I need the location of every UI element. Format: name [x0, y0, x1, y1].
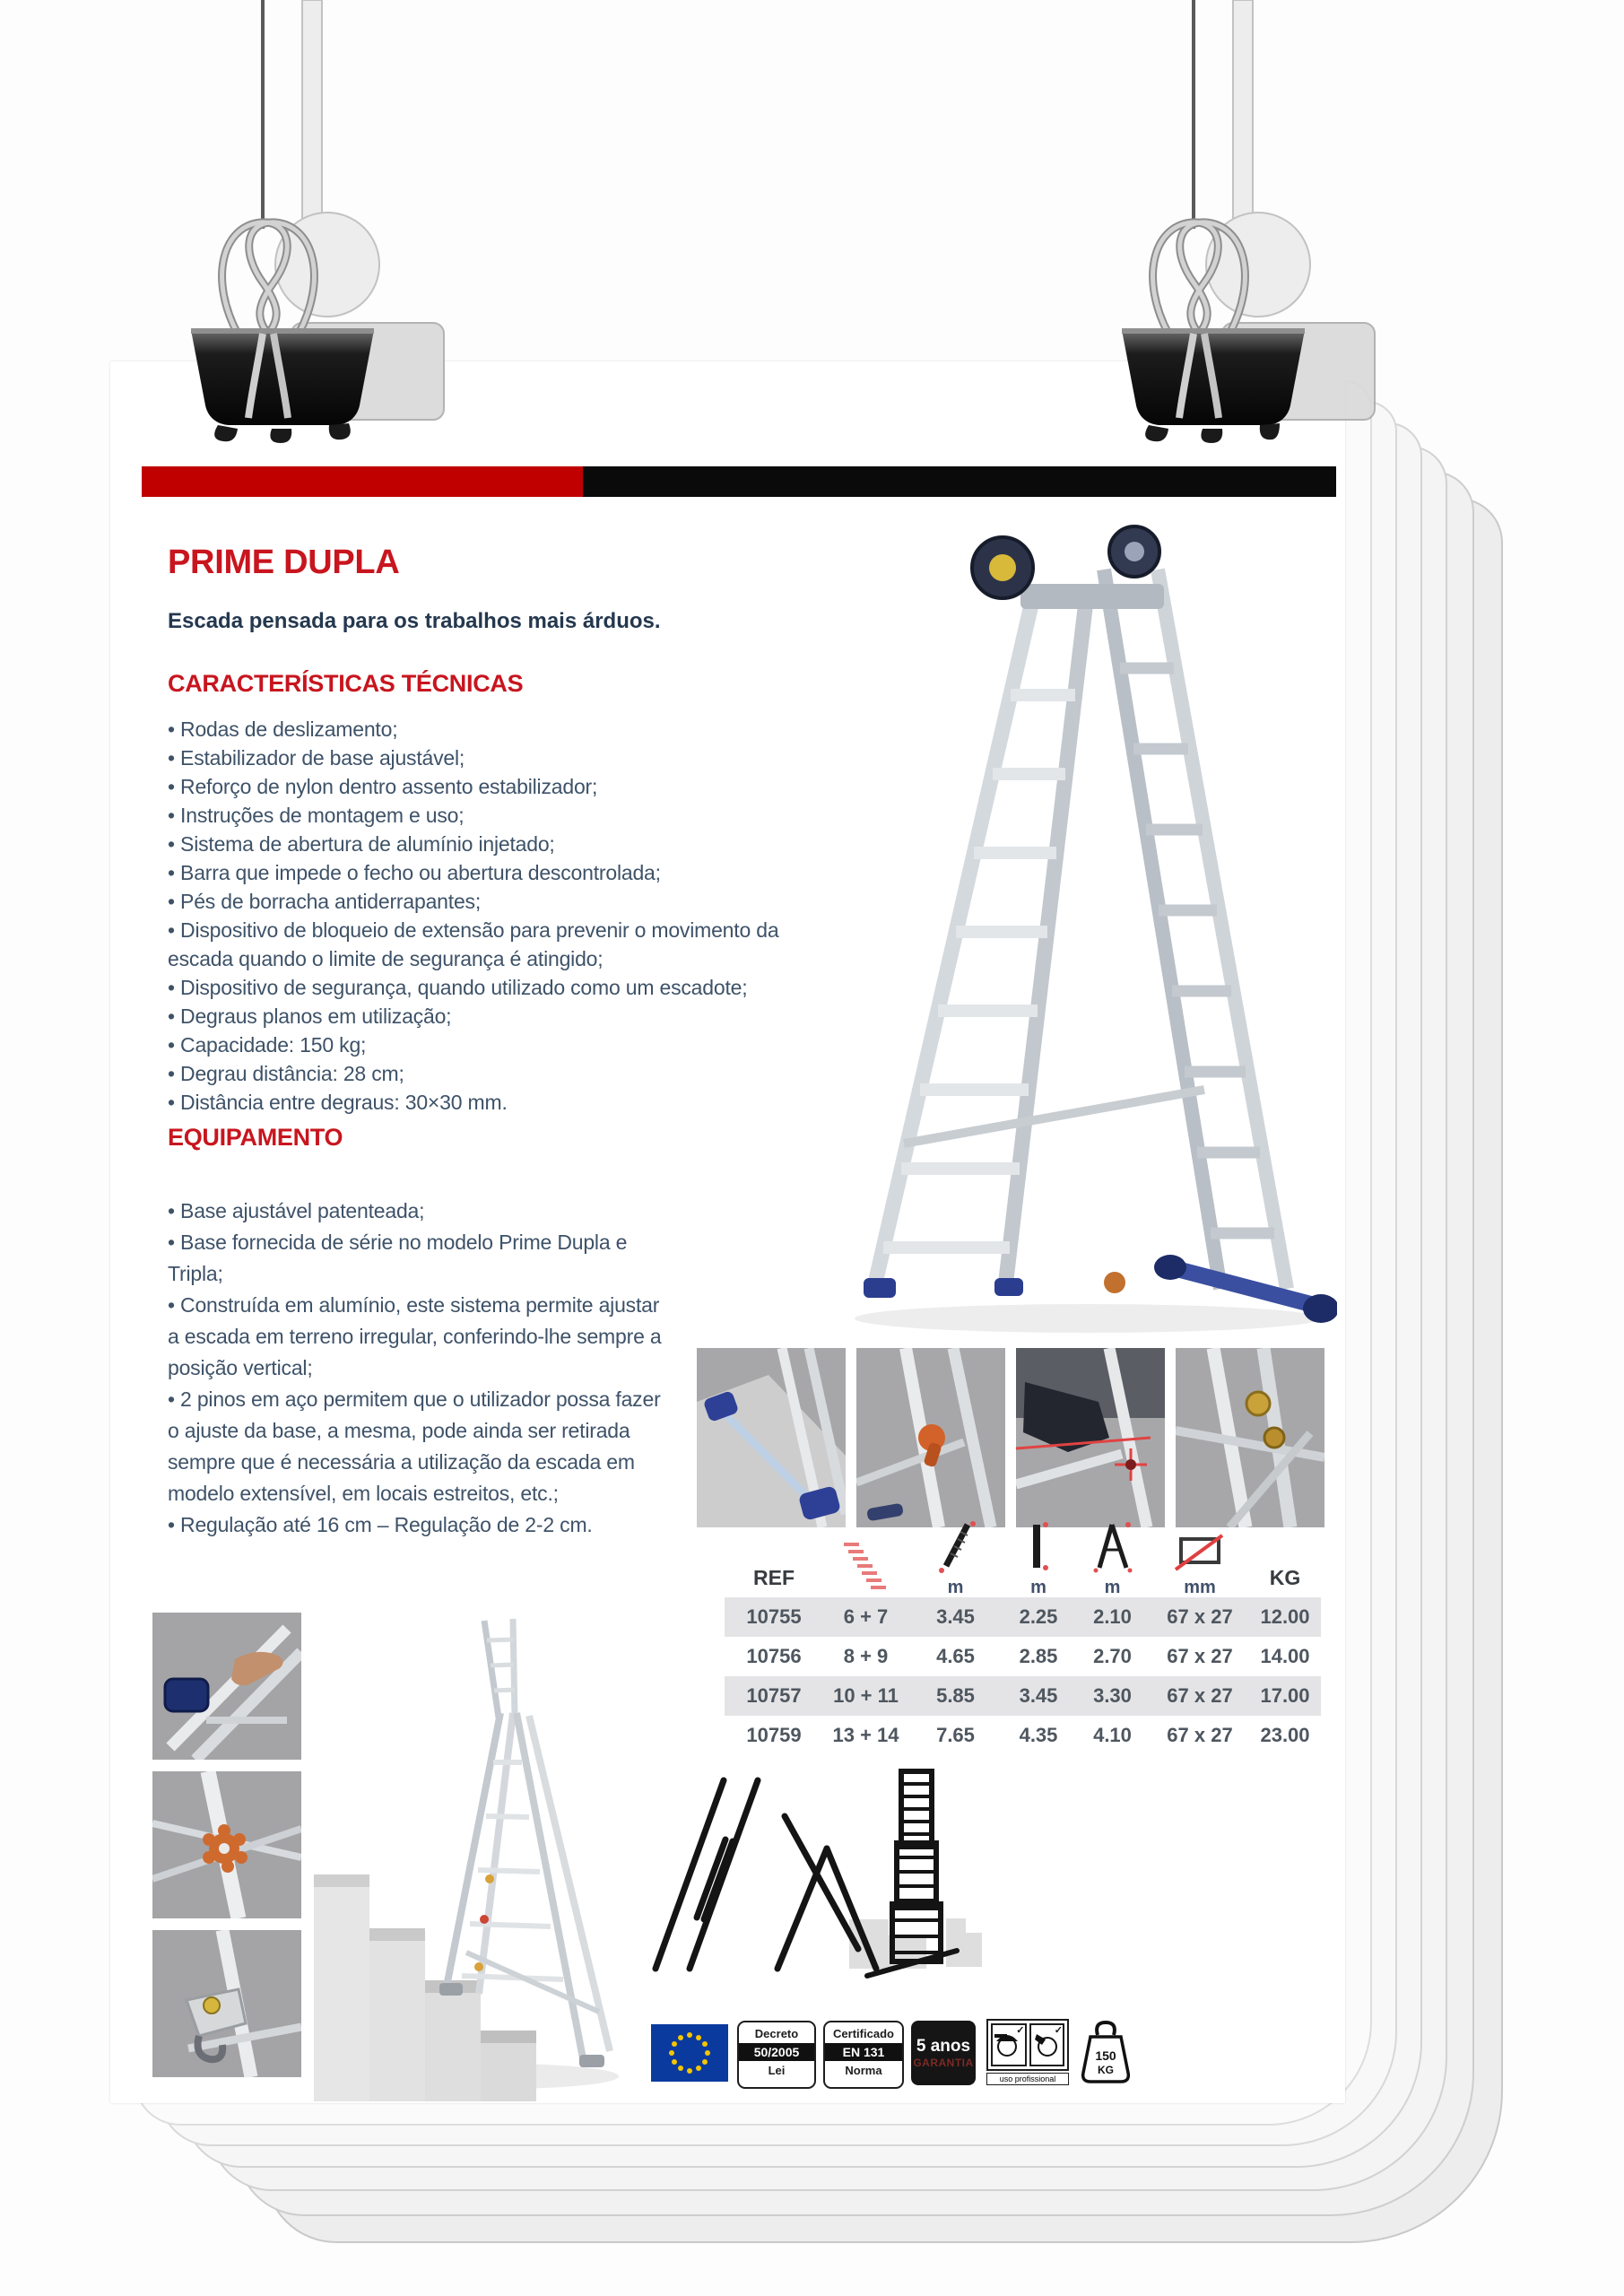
equip-bullet-list — [168, 1196, 675, 1541]
thumbnail-brass-knobs-joint — [1176, 1348, 1324, 1527]
tech-section-heading: CARACTERÍSTICAS TÉCNICAS — [168, 670, 524, 697]
table-row — [725, 1716, 1321, 1755]
thumbnail-blue-stabilizer-foot — [697, 1348, 846, 1527]
bullet-item: • Regulação até 16 cm – Regulação de 2-2 cm. — [168, 1509, 675, 1541]
aframe-ladder-icon — [1092, 1521, 1133, 1578]
cell-steps: 8 + 9 — [843, 1645, 889, 1667]
certificate-badge-top: Certificado — [833, 2027, 894, 2040]
bullet-item: • Degraus planos em utilização; — [168, 1002, 809, 1031]
page-title: PRIME DUPLA — [168, 544, 400, 581]
cell-weight: 14.00 — [1260, 1645, 1310, 1667]
thumbnail-locking-clamp — [152, 1930, 301, 2077]
cell-steps: 10 + 11 — [833, 1684, 899, 1707]
datasheet-page — [110, 361, 1345, 2103]
cell-steps: 13 + 14 — [832, 1724, 899, 1746]
cell-weight: 17.00 — [1260, 1684, 1310, 1707]
certificate-badge-bottom: Norma — [845, 2064, 882, 2077]
unit-label: m — [1104, 1578, 1121, 1597]
worker-head-hand-icon: ✓ — [1029, 2023, 1065, 2066]
section-profile-icon — [1174, 1532, 1226, 1578]
warranty-badge — [911, 2021, 976, 2085]
product-photo-combination-ladder — [819, 516, 1337, 1348]
cell-length-extended: 7.65 — [936, 1724, 975, 1746]
cell-steps: 6 + 7 — [843, 1605, 889, 1628]
cell-profile: 67 x 27 — [1167, 1684, 1233, 1707]
professional-use-caption: uso profissional — [986, 2073, 1069, 2085]
certificate-badge — [823, 2021, 904, 2089]
cell-profile: 67 x 27 — [1167, 1724, 1233, 1746]
cell-height-aframe: 4.10 — [1093, 1724, 1132, 1746]
max-load-badge — [1080, 2019, 1132, 2092]
certificate-badge-norm: EN 131 — [825, 2043, 902, 2061]
header-bar-red — [142, 466, 583, 497]
spec-table-header — [725, 1520, 1321, 1597]
thumbnail-hand-adjusting-base — [152, 1613, 301, 1760]
cell-length-closed: 2.25 — [1019, 1605, 1058, 1628]
cell-height-aframe: 2.70 — [1093, 1645, 1132, 1667]
bullet-item: • Distância entre degraus: 30×30 mm. — [168, 1088, 809, 1117]
binder-clip-left — [184, 0, 453, 453]
bullet-item: • 2 pinos em aço permitem que o utilizador possa fazer o ajuste da base, a mesma, pode ainda ser retirada sempre que é necessária a utilização da escada em modelo extensível, em locais estreitos, etc.; — [168, 1384, 675, 1509]
unit-label: mm — [1184, 1578, 1216, 1597]
bullet-item: • Estabilizador de base ajustável; — [168, 744, 809, 772]
thumbnail-orange-adjust-knob — [152, 1771, 301, 1918]
cell-ref: 10757 — [746, 1684, 802, 1707]
inclined-ladder-icon — [935, 1521, 977, 1578]
decree-badge — [737, 2021, 816, 2089]
decree-badge-top: Decreto — [754, 2027, 799, 2040]
thumbnail-orange-hook — [856, 1348, 1005, 1527]
cell-profile: 67 x 27 — [1167, 1605, 1233, 1628]
warranty-years: 5 anos — [916, 2037, 971, 2056]
ladder-on-stairs-photo — [314, 1610, 623, 2101]
thumbnail-boot-on-rung — [1016, 1348, 1165, 1527]
spec-table — [725, 1520, 1321, 1755]
cell-profile: 67 x 27 — [1167, 1645, 1233, 1667]
cell-ref: 10759 — [746, 1724, 802, 1746]
cell-height-aframe: 2.10 — [1093, 1605, 1132, 1628]
page-subtitle: Escada pensada para os trabalhos mais árduos. — [168, 609, 661, 633]
decree-badge-number: 50/2005 — [739, 2043, 814, 2061]
cell-ref: 10756 — [746, 1645, 802, 1667]
decree-badge-bottom: Lei — [768, 2064, 786, 2077]
unit-label: m — [947, 1578, 964, 1597]
cell-length-closed: 2.85 — [1019, 1645, 1058, 1667]
cell-length-closed: 4.35 — [1019, 1724, 1058, 1746]
header-bar-black — [583, 466, 1336, 497]
professional-use-badge — [986, 2019, 1069, 2085]
bullet-item: • Base fornecida de série no modelo Prime Dupla e Tripla; — [168, 1227, 675, 1290]
column-ref-label: REF — [753, 1566, 795, 1589]
cell-length-extended: 4.65 — [936, 1645, 975, 1667]
bullet-item: • Pés de borracha antiderrapantes; — [168, 887, 809, 916]
cell-length-extended: 5.85 — [936, 1684, 975, 1707]
cell-ref: 10755 — [746, 1605, 802, 1628]
cell-weight: 12.00 — [1260, 1605, 1310, 1628]
bullet-item: • Reforço de nylon dentro assento estabilizador; — [168, 772, 809, 801]
svg-text:150: 150 — [1095, 2048, 1116, 2063]
svg-text:KG: KG — [1098, 2064, 1114, 2076]
usage-pictograms — [641, 1761, 982, 1985]
bullet-item: • Construída em alumínio, este sistema permite ajustar a escada em terreno irregular, conferindo-lhe sempre a posição vertical; — [168, 1290, 675, 1384]
table-row — [725, 1597, 1321, 1637]
bullet-item: • Instruções de montagem e uso; — [168, 801, 809, 830]
bullet-item: • Rodas de deslizamento; — [168, 715, 809, 744]
unit-label: m — [1030, 1578, 1046, 1597]
steps-icon — [843, 1541, 890, 1597]
table-row — [725, 1676, 1321, 1716]
cell-weight: 23.00 — [1260, 1724, 1310, 1746]
eu-flag — [651, 2024, 728, 2086]
bullet-item: • Dispositivo de bloqueio de extensão para prevenir o movimento da escada quando o limite de segurança é atingido; — [168, 916, 809, 973]
column-kg-label: KG — [1269, 1566, 1301, 1589]
tech-bullet-list — [168, 715, 809, 1117]
cell-height-aframe: 3.30 — [1093, 1684, 1132, 1707]
bullet-item: • Capacidade: 150 kg; — [168, 1031, 809, 1059]
warranty-label: GARANTIA — [913, 2057, 974, 2069]
bullet-item: • Base ajustável patenteada; — [168, 1196, 675, 1227]
bullet-item: • Sistema de abertura de alumínio injetado; — [168, 830, 809, 858]
professional-use-pictograms — [986, 2019, 1069, 2071]
vertical-ladder-icon — [1028, 1521, 1049, 1578]
table-row — [725, 1637, 1321, 1676]
worker-helmet-icon: ✓ — [991, 2023, 1027, 2066]
binder-clip-right — [1115, 0, 1384, 453]
bullet-item: • Degrau distância: 28 cm; — [168, 1059, 809, 1088]
cell-length-extended: 3.45 — [936, 1605, 975, 1628]
bullet-item: • Barra que impede o fecho ou abertura descontrolada; — [168, 858, 809, 887]
bullet-item: • Dispositivo de segurança, quando utilizado como um escadote; — [168, 973, 809, 1002]
equip-section-heading: EQUIPAMENTO — [168, 1124, 343, 1151]
cell-length-closed: 3.45 — [1019, 1684, 1058, 1707]
